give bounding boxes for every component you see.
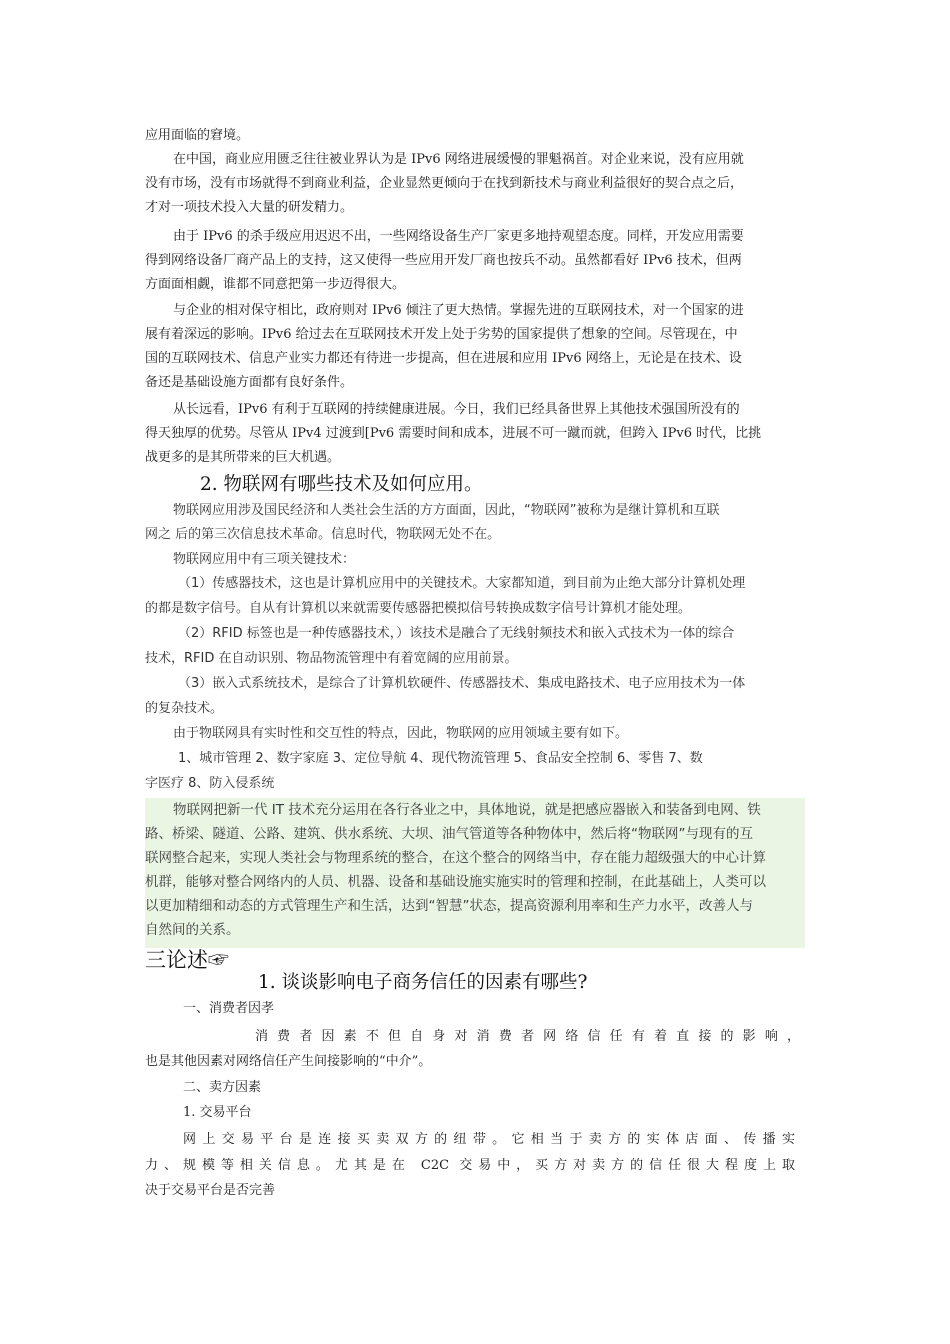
paragraph-line: 由于物联网具有实时性和交互性的特点，因此，物联网的应用领域主要有如下。 (173, 726, 629, 741)
highlight-line: 自然间的关系。 (145, 922, 240, 938)
paragraph-line: 物联网应用中有三项关键技术： (173, 552, 356, 567)
paragraph-line: 力、规模等相关信息。尤其是在 C2C 交易中，买方对卖方的信任很大程度上取 (145, 1158, 795, 1173)
section-heading: 2. 物联网有哪些技术及如何应用。 (200, 474, 483, 495)
question-heading: 1. 谈谈影响电子商务信任的因素有哪些? (258, 972, 588, 993)
paragraph-line: 才对一项技术投入大量的研发精力。 (145, 200, 354, 215)
paragraph-line: 得天独厚的优势。尽管从 IPv4 过渡到[Pv6 需要时间和成本，进展不可一蹴而就，但跨入 IPv6 时代，比挑 (145, 426, 762, 441)
chapter-heading: 三论述☞ (145, 948, 229, 972)
paragraph-line: 得到网络设备厂商产品上的支持，这又使得一些应用开发厂商也按兵不动。虽然都看好 IPv6 技术，但两 (145, 253, 742, 268)
paragraph-line: 1、城市管理 2、数字家庭 3、定位导航 4、现代物流管理 5、食品安全控制 6、零售 7、数 (178, 751, 703, 766)
paragraph-line: 方面面相觑，谁都不同意把第一步迈得很大。 (145, 277, 406, 292)
paragraph-line: 由于 IPv6 的杀手级应用迟迟不出，一些网络设备生产厂家更多地持观望态度。同样，开发应用需要 (173, 229, 744, 244)
highlight-line: 联网整合起来，实现人类社会与物理系统的整合，在这个整合的网络当中，存在能力超级强大的中心计算 (145, 850, 766, 866)
paragraph-line: 战更多的是其所带来的巨大机遇。 (145, 450, 341, 465)
paragraph-line: 展有着深远的影响。IPv6 给过去在互联网技术开发上处于劣势的国家提供了想象的空间。尽管现在，中 (145, 327, 738, 342)
paragraph-line: 的都是数字信号。自从有计算机以来就需要传感器把模拟信号转换成数字信号计算机才能处理。 (145, 601, 692, 616)
paragraph-line: 技术，RFID 在自动识别、物品物流管理中有着宽阔的应用前景。 (145, 651, 518, 666)
paragraph-line: 国的互联网技术、信息产业实力都还有待进一步提高，但在进展和应用 IPv6 网络上，无论是在技术、设 (145, 351, 742, 366)
paragraph-line: 网上交易平台是连接买卖双方的纽带。它相当于卖方的实体店面、传播实 (183, 1132, 795, 1147)
paragraph-line: （3）嵌入式系统技术，是综合了计算机软硬件、传感器技术、集成电路技术、电子应用技术为一体 (178, 676, 746, 691)
paragraph-line: 决于交易平台是否完善 (145, 1183, 276, 1198)
subsection-title: 1. 交易平台 (183, 1105, 252, 1120)
highlight-line: 机群，能够对整合网络内的人员、机器、设备和基础设施实施实时的管理和控制，在此基础上，人类可以 (145, 874, 766, 890)
paragraph-line: 的复杂技术。 (145, 701, 224, 716)
paragraph-line: 没有市场，没有市场就得不到商业利益，企业显然更倾向于在找到新技术与商业利益很好的契合点之后， (145, 176, 744, 191)
paragraph-line: 在中国，商业应用匮乏往往被业界认为是 IPv6 网络进展缓慢的罪魁祸首。对企业来说，没有应用就 (173, 152, 744, 167)
paragraph-line: 备还是基础设施方面都有良好条件。 (145, 375, 354, 390)
paragraph-line: （2）RFID 标签也是一种传感器技术，）该技术是融合了无线射频技术和嵌入式技术为一体的综合 (178, 626, 735, 641)
paragraph-line: 与企业的相对保守相比，政府则对 IPv6 倾注了更大热情。掌握先进的互联网技术，对一个国家的进 (173, 303, 744, 318)
highlight-line: 路、桥梁、隧道、公路、建筑、供水系统、大坝、油气管道等各种物体中，然后将“物联网”与现有的互 (145, 826, 753, 842)
highlight-line: 以更加精细和动态的方式管理生产和生活，达到“智慧”状态，提高资源利用率和生产力水平，改善人与 (145, 898, 753, 914)
paragraph-line: 应用面临的窘境。 (145, 128, 250, 143)
paragraph-line: （1）传感器技术，这也是计算机应用中的关键技术。大家都知道，到目前为止绝大部分计算机处理 (178, 576, 746, 591)
highlight-line: 物联网把新一代 IT 技术充分运用在各行各业之中，具体地说，就是把感应器嵌入和装备到电网、铁 (173, 802, 761, 818)
subsection-title: 二、卖方因素 (183, 1080, 262, 1095)
paragraph-line: 字医疗 8、防入侵系统 (145, 776, 275, 791)
paragraph-line: 物联网应用涉及国民经济和人类社会生活的方方面面，因此，“物联网”被称为是继计算机和互联 (173, 503, 720, 518)
paragraph-line: 也是其他因素对网络信任产生间接影响的“中介”。 (145, 1054, 432, 1069)
paragraph-line: 从长远看，IPv6 有利于互联网的持续健康进展。今日，我们已经具备世界上其他技术强国所没有的 (173, 402, 740, 417)
paragraph-line: 网之 后的第三次信息技术革命。信息时代，物联网无处不在。 (145, 527, 501, 542)
subsection-title: 一、消费者因孝 (183, 1001, 275, 1016)
paragraph-line: 消费者因素不但自身对消费者网络信任有着直接的影响， (255, 1029, 800, 1044)
